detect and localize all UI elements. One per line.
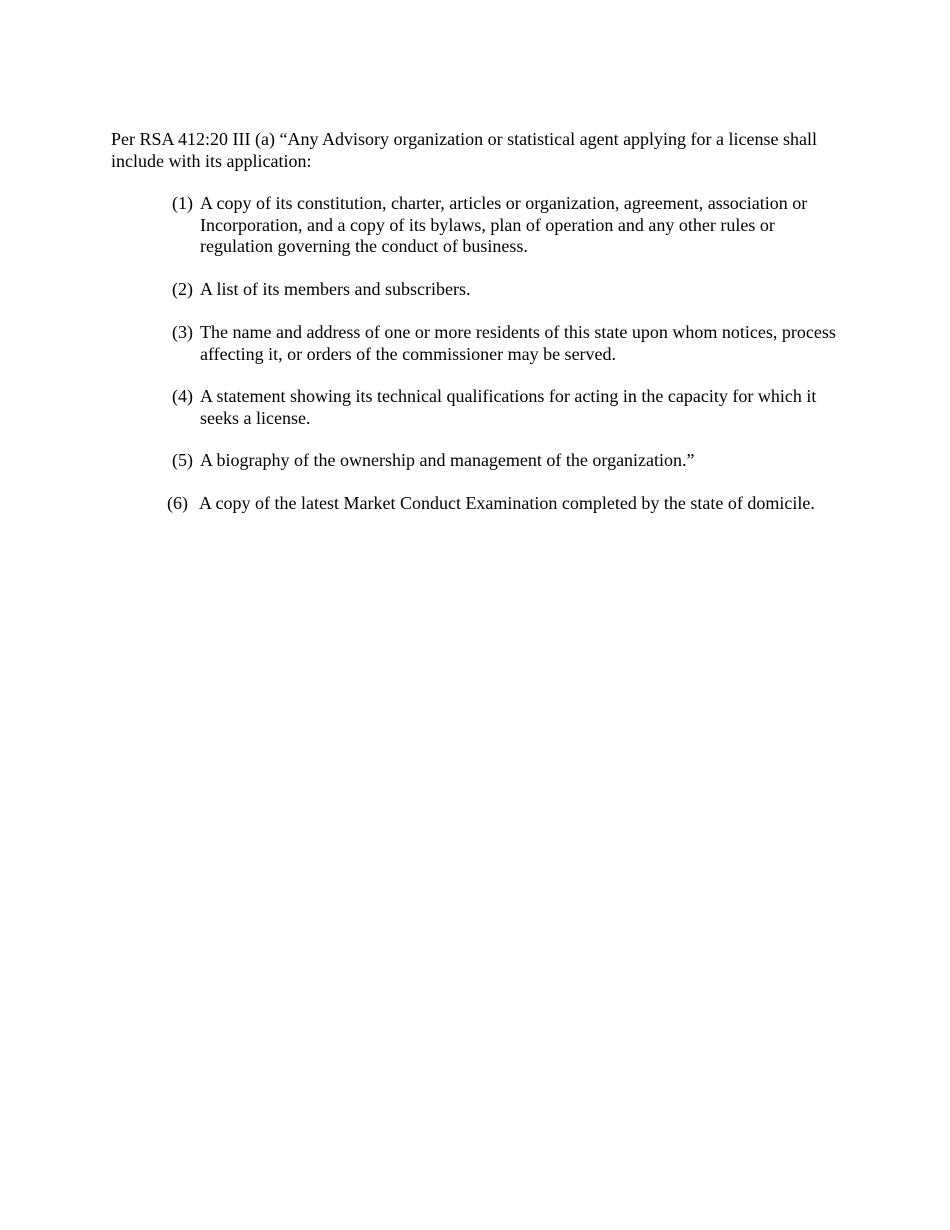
item-number: (3) — [172, 322, 193, 342]
requirement-item — [172, 386, 842, 429]
item-text: A list of its members and subscribers. — [200, 279, 471, 299]
requirement-item — [172, 279, 842, 301]
item-text: The name and address of one or more residents of this state upon whom notices, process affecting it, or orders of the commissioner may be served. — [200, 322, 836, 364]
item-text: A copy of its constitution, charter, articles or organization, agreement, association or Incorporation, and a copy of its bylaws, plan of operation and any other rules or regulation governing the conduct of business. — [200, 193, 808, 256]
item-number: (1) — [172, 193, 193, 213]
item-text: A statement showing its technical qualifications for acting in the capacity for which it seeks a license. — [200, 386, 817, 428]
item-number: (2) — [172, 279, 193, 299]
item-number: (6) — [167, 493, 188, 513]
item-text: A copy of the latest Market Conduct Examination completed by the state of domicile. — [199, 493, 815, 513]
requirement-item — [172, 322, 842, 365]
item-number: (5) — [172, 450, 193, 470]
requirement-item — [172, 193, 842, 258]
intro-paragraph: Per RSA 412:20 III (a) “Any Advisory organization or statistical agent applying for a license shall include with its application: — [111, 129, 818, 171]
requirement-item — [172, 450, 842, 472]
item-text: A biography of the ownership and management of the organization.” — [200, 450, 695, 470]
requirement-item — [167, 493, 857, 515]
item-number: (4) — [172, 386, 193, 406]
